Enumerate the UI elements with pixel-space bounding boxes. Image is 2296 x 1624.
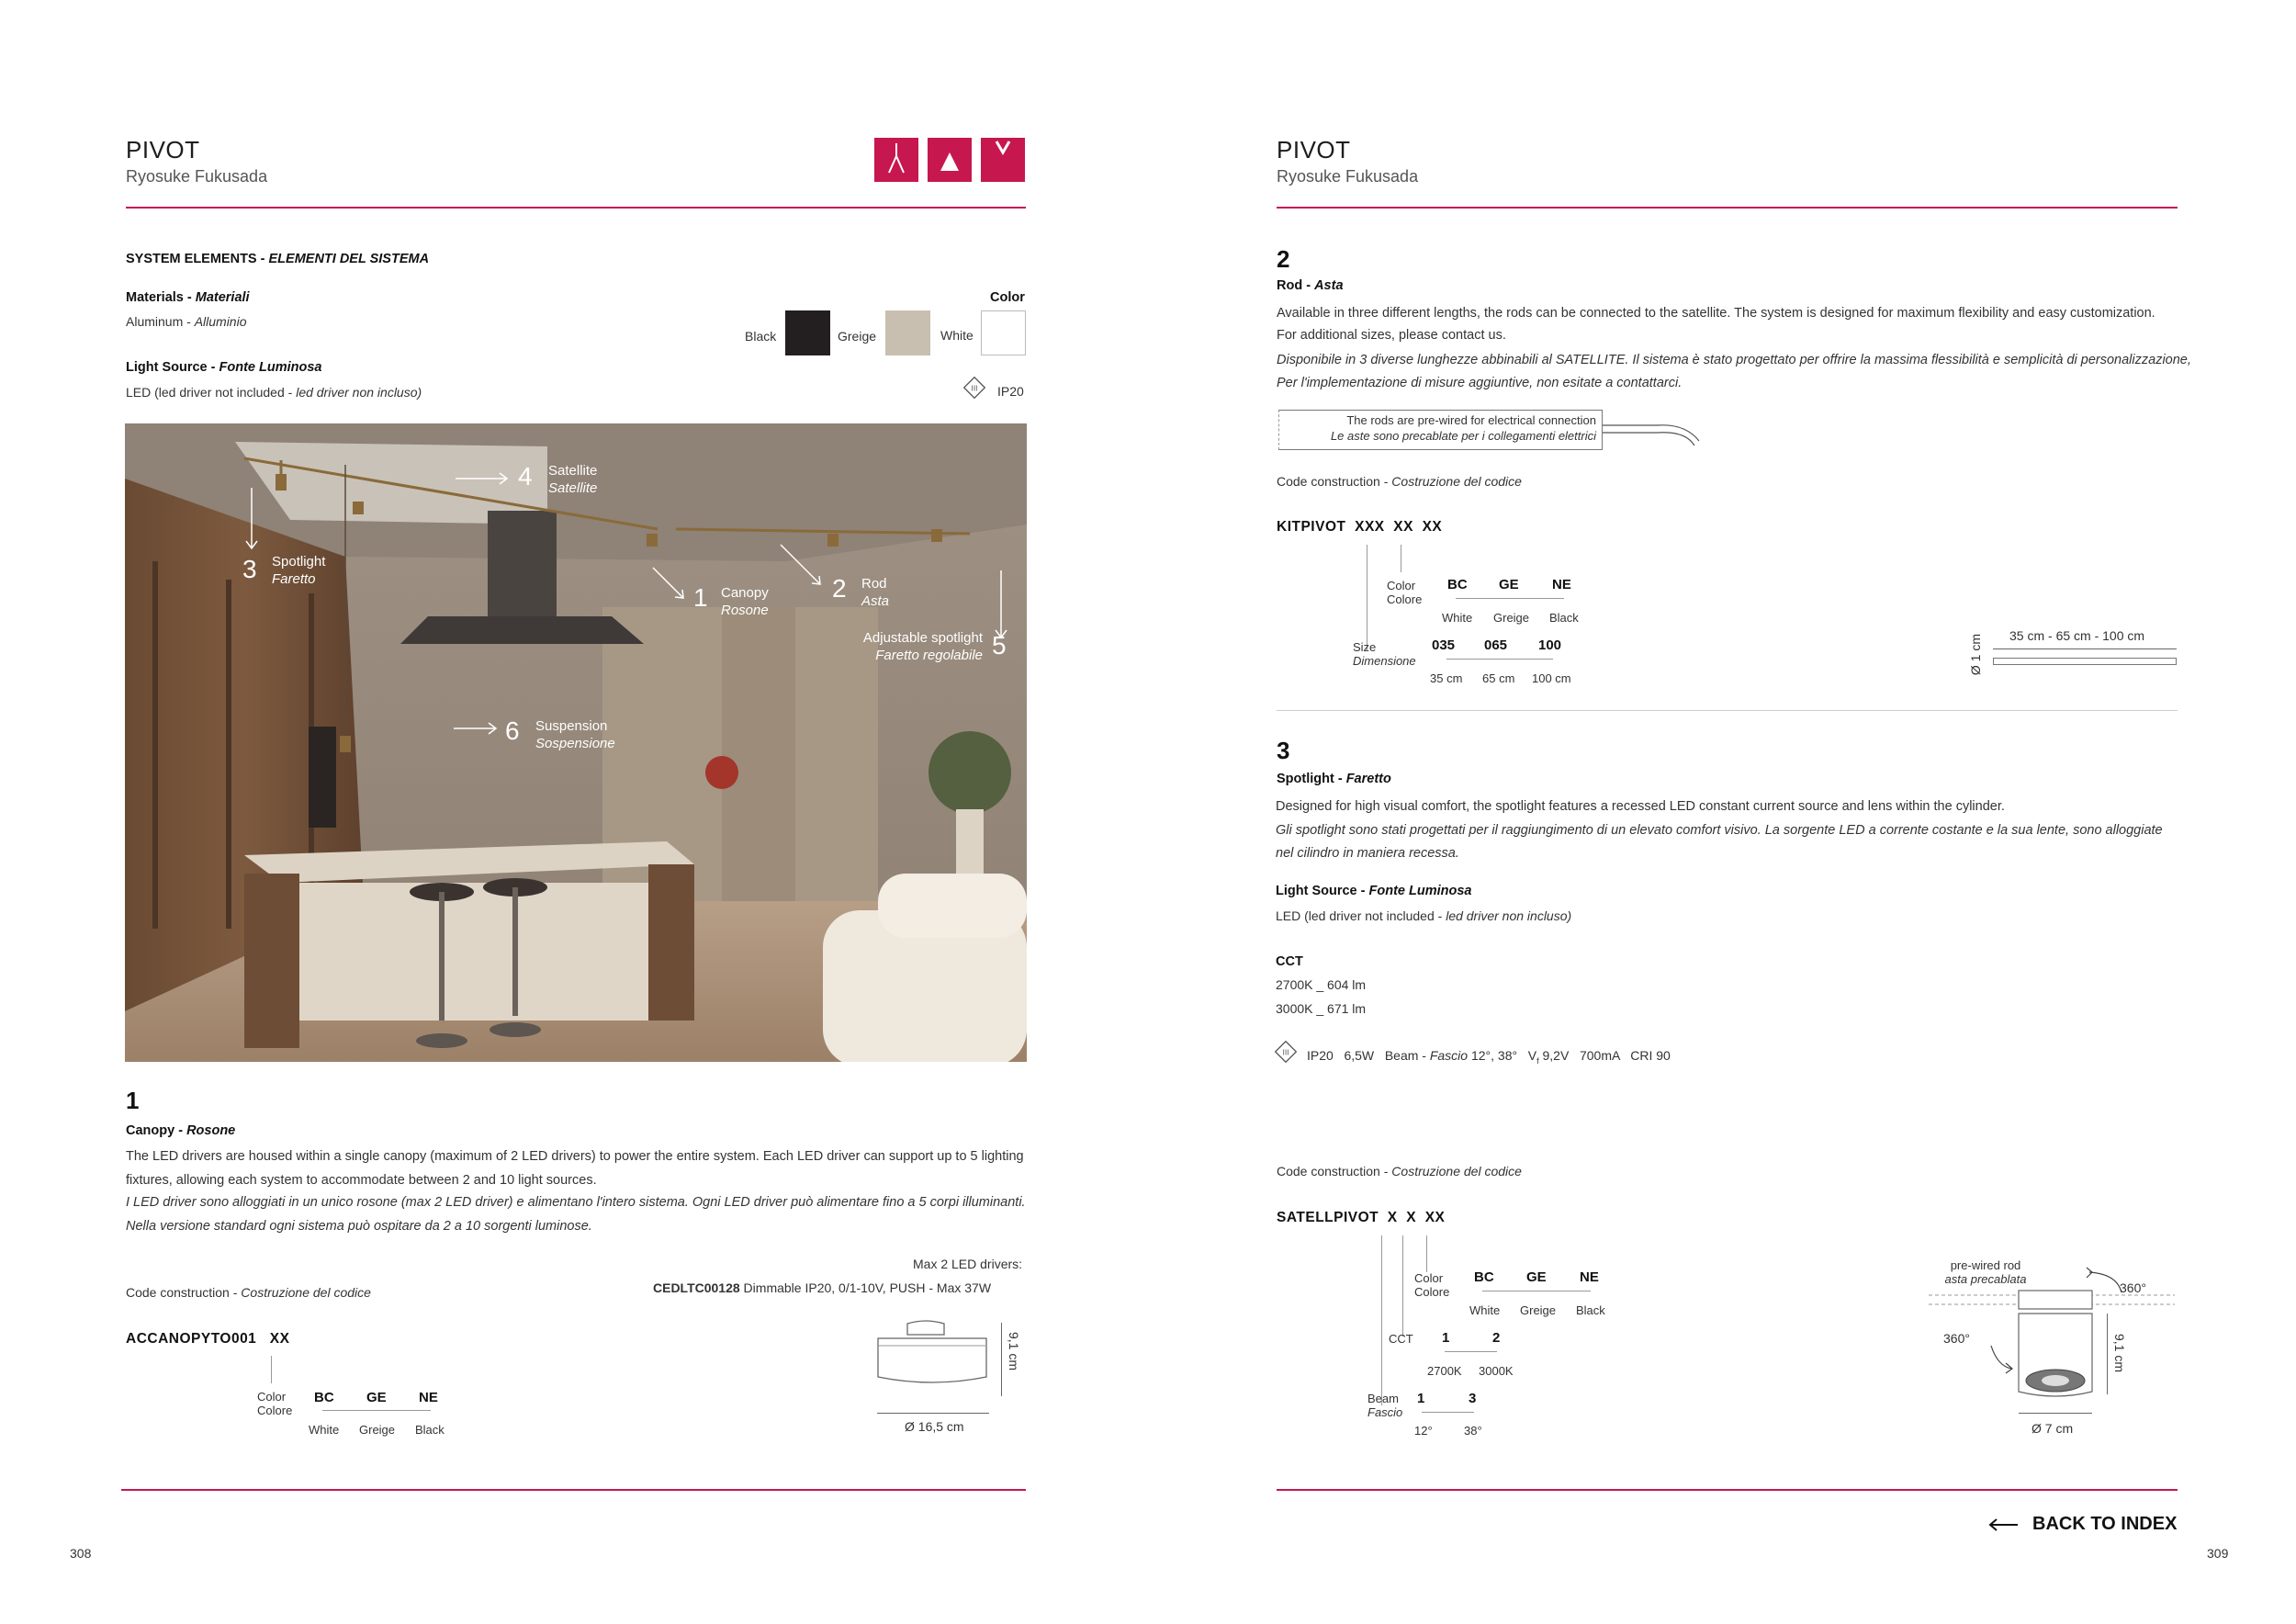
spotlight-drawing — [1929, 1263, 2186, 1428]
canopy-color-name-white: White — [309, 1423, 340, 1437]
back-to-index-label: BACK TO INDEX — [2032, 1514, 2178, 1534]
left-page-title: PIVOT — [126, 136, 200, 164]
canopy-arrow-icon — [651, 566, 688, 603]
ceiling-light-icon — [928, 138, 972, 182]
canopy-description-en: The LED drivers are housed within a single canopy (maximum of 2 LED drivers) to power the entire system. Each LED driver can support up to 5 lighting fixtures, allowing each system to accommodate between 2 and 10 light sources. — [126, 1149, 1024, 1188]
right-page-title: PIVOT — [1277, 136, 1351, 164]
rod-diameter: Ø 1 cm — [1968, 634, 1983, 676]
rod-section-divider — [1277, 710, 2178, 711]
rod-wire-icon — [1603, 418, 1704, 455]
spotlight-section-number: 3 — [1277, 737, 1290, 764]
canopy-color-code-ge: GE — [366, 1390, 387, 1405]
spotlight-color-code-ge: GE — [1526, 1269, 1547, 1285]
spotlight-cct-code-2: 2 — [1492, 1330, 1501, 1346]
rod-length-line — [1993, 648, 2177, 649]
spotlight-arrow-icon — [242, 488, 261, 552]
photo-label-2: Rod Asta — [861, 576, 890, 609]
ceiling-spot-icon — [874, 138, 918, 182]
left-header-divider — [126, 207, 1026, 209]
photo-label-4-number: 4 — [518, 462, 533, 491]
rod-size-code-065: 065 — [1484, 637, 1508, 653]
rod-prewired-it: Le aste sono precablate per i collegamenti elettrici — [1330, 429, 1596, 443]
spotlight-cct-code-label: CCT — [1389, 1332, 1413, 1346]
canopy-color-bracket — [322, 1410, 431, 1411]
rod-lengths: 35 cm - 65 cm - 100 cm — [2009, 628, 2145, 643]
canopy-color-name-black: Black — [415, 1423, 445, 1437]
spotlight-height: 9,1 cm — [2112, 1334, 2127, 1373]
color-greige-swatch — [885, 310, 930, 355]
spotlight-code-construction-label: Code construction - Costruzione del codice — [1277, 1164, 1522, 1179]
rod-description-en-1: Available in three different lengths, the rods can be connected to the satellite. The system is designed for maximum flexibility and easy customization. — [1277, 306, 2155, 321]
rod-prewired-en: The rods are pre-wired for electrical connection — [1346, 413, 1596, 427]
rod-product-code: KITPIVOT XXX XX XX — [1277, 519, 1443, 535]
rod-description-it-1: Disponibile in 3 diverse lunghezze abbinabili al SATELLITE. Il sistema è stato progettato per offrire la massima flessibilità e semplicità di personalizzazione, — [1277, 353, 2191, 367]
spotlight-class-iii-icon — [1275, 1041, 1297, 1063]
spotlight-description-it-2: nel cilindro in maniera recessa. — [1276, 846, 1459, 861]
spotlight-color-name-greige: Greige — [1520, 1303, 1557, 1317]
spotlight-cct-2700: 2700K _ 604 lm — [1276, 977, 1367, 992]
light-source-value: LED (led driver not included - led driver non incluso) — [126, 385, 422, 400]
rod-size-code-035: 035 — [1432, 637, 1456, 653]
left-footer-divider — [121, 1489, 1026, 1491]
photo-label-5-number: 5 — [992, 631, 1007, 660]
rod-color-name-black: Black — [1549, 611, 1579, 625]
canopy-color-label: Color Colore — [257, 1390, 293, 1417]
spotlight-specs: IP20 6,5W Beam - Fascio 12°, 38° $V_f$ 9,2V 700mA CRI 90 — [1307, 1048, 1671, 1066]
spotlight-cct-bracket — [1445, 1351, 1497, 1352]
class-iii-icon-text: III — [971, 384, 978, 393]
spotlight-beam-name-12: 12° — [1414, 1424, 1433, 1438]
canopy-diameter-line — [877, 1413, 989, 1414]
canopy-color-name-greige: Greige — [359, 1423, 396, 1437]
rod-color-name-greige: Greige — [1493, 611, 1530, 625]
photo-label-4: Satellite Satellite — [548, 463, 598, 496]
color-greige-label: Greige — [838, 329, 877, 344]
color-black-swatch — [785, 310, 830, 355]
spotlight-cct-connector — [1402, 1235, 1403, 1336]
rod-heading: Rod - Asta — [1277, 278, 1344, 293]
rod-arrow-icon — [779, 543, 825, 589]
spotlight-color-connector — [1426, 1235, 1427, 1272]
spotlight-beam-name-38: 38° — [1464, 1424, 1482, 1438]
spotlight-cct-code-1: 1 — [1442, 1330, 1450, 1346]
spotlight-cct-name-3000: 3000K — [1479, 1364, 1514, 1378]
photo-label-1: Canopy Rosone — [721, 585, 769, 618]
rod-color-code-bc: BC — [1447, 577, 1468, 592]
left-page-number: 308 — [70, 1546, 92, 1561]
photo-label-6-number: 6 — [505, 716, 520, 745]
light-source-heading: Light Source - Fonte Luminosa — [126, 360, 322, 375]
spotlight-class-iii-icon-text: III — [1282, 1048, 1289, 1057]
color-heading: Color — [990, 290, 1025, 305]
spotlight-color-label: Color Colore — [1414, 1271, 1450, 1299]
kitchen-photo — [125, 423, 1027, 1062]
spotlight-color-code-bc: BC — [1474, 1269, 1494, 1285]
rod-size-name-35: 35 cm — [1430, 671, 1463, 685]
rod-size-name-65: 65 cm — [1482, 671, 1515, 685]
wall-light-icon — [981, 138, 1025, 182]
canopy-height-line — [1001, 1323, 1002, 1396]
spotlight-prewired-note: pre-wired rod asta precablata — [1944, 1258, 2027, 1286]
spotlight-beam-code-1: 1 — [1417, 1391, 1425, 1406]
spotlight-cct-3000: 3000K _ 671 lm — [1276, 1001, 1367, 1016]
spotlight-description-en: Designed for high visual comfort, the spotlight features a recessed LED constant current source and lens within the cylinder. — [1276, 799, 2005, 814]
rod-size-bracket — [1446, 659, 1553, 660]
photo-label-5: Adjustable spotlight Faretto regolabile — [862, 630, 983, 663]
spotlight-product-code: SATELLPIVOT X X XX — [1277, 1210, 1446, 1225]
spotlight-beam-connector — [1381, 1235, 1382, 1405]
materials-heading: Materials - Materiali — [126, 290, 250, 305]
materials-value: Aluminum - Alluminio — [126, 314, 247, 329]
spotlight-color-name-white: White — [1469, 1303, 1501, 1317]
spotlight-rotation-b: 360° — [1943, 1331, 1970, 1346]
spotlight-diameter-line — [2019, 1413, 2092, 1414]
spotlight-cct-name-2700: 2700K — [1427, 1364, 1462, 1378]
rod-size-code-100: 100 — [1538, 637, 1562, 653]
color-white-label: White — [940, 328, 974, 343]
right-page-subtitle: Ryosuke Fukusada — [1277, 167, 1419, 186]
back-to-index-link[interactable] — [1988, 1514, 2177, 1535]
driver-spec: CEDLTC00128 Dimmable IP20, 0/1-10V, PUSH - Max 37W — [653, 1280, 992, 1295]
rod-code-construction-label: Code construction - Costruzione del codice — [1277, 474, 1522, 489]
canopy-color-code-bc: BC — [314, 1390, 334, 1405]
canopy-heading: Canopy - Rosone — [126, 1123, 236, 1138]
spotlight-heading: Spotlight - Faretto — [1277, 772, 1391, 786]
right-page-number: 309 — [2207, 1546, 2229, 1561]
suspension-arrow-icon — [454, 719, 500, 738]
class-iii-icon — [963, 377, 985, 399]
photo-label-2-number: 2 — [832, 574, 847, 603]
photo-label-3: Spotlight Faretto — [272, 554, 326, 587]
color-white-swatch — [981, 310, 1026, 355]
photo-label-1-number: 1 — [693, 583, 708, 612]
canopy-code-connector — [271, 1356, 272, 1383]
rod-color-name-white: White — [1442, 611, 1473, 625]
left-page-subtitle: Ryosuke Fukusada — [126, 167, 268, 186]
spotlight-beam-code-3: 3 — [1469, 1391, 1477, 1406]
spotlight-beam-label: Beam Fascio — [1367, 1392, 1403, 1419]
rod-description-it-2: Per l'implementazione di misure aggiuntive, non esitate a contattarci. — [1277, 376, 1683, 390]
canopy-product-code: ACCANOPYTO001 XX — [126, 1331, 290, 1347]
color-black-label: Black — [745, 329, 777, 344]
canopy-drawing — [872, 1318, 992, 1401]
canopy-height: 9,1 cm — [1007, 1332, 1021, 1371]
arrow-left-icon — [1988, 1517, 2020, 1532]
rod-size-label: Size Dimensione — [1353, 640, 1416, 668]
spotlight-light-source-value: LED (led driver not included - led driver non incluso) — [1276, 908, 1572, 923]
canopy-code-construction-label: Code construction - Costruzione del codice — [126, 1285, 371, 1300]
spotlight-light-source-heading: Light Source - Fonte Luminosa — [1276, 884, 1472, 898]
rod-color-label: Color Colore — [1387, 579, 1423, 606]
spotlight-cct-heading: CCT — [1276, 954, 1303, 969]
right-header-divider — [1277, 207, 2178, 209]
rod-color-code-ne: NE — [1552, 577, 1571, 592]
spotlight-diameter: Ø 7 cm — [2032, 1421, 2074, 1436]
spotlight-color-code-ne: NE — [1580, 1269, 1599, 1285]
canopy-description-it: I LED driver sono alloggiati in un unico rosone (max 2 LED driver) e alimentano l'intero sistema. Ogni LED driver può alimentare fino a 5 corpi illuminanti. Nella versione standard ogni sistema può ospitare da 2 a 10 sorgenti luminose. — [126, 1195, 1026, 1234]
spotlight-color-name-black: Black — [1576, 1303, 1605, 1317]
system-elements-heading: SYSTEM ELEMENTS - ELEMENTI DEL SISTEMA — [126, 252, 430, 266]
spotlight-description-it-1: Gli spotlight sono stati progettati per il raggiungimento di un elevato comfort visivo. La sorgente LED a corrente costante e la sua lente, sono alloggiate — [1276, 823, 2163, 838]
rod-description-en-2: For additional sizes, please contact us. — [1277, 328, 1506, 343]
rod-color-code-ge: GE — [1499, 577, 1519, 592]
spotlight-beam-bracket — [1422, 1412, 1474, 1413]
rod-drawing — [1993, 658, 2177, 665]
canopy-color-code-ne: NE — [419, 1390, 438, 1405]
canopy-diameter: Ø 16,5 cm — [905, 1419, 964, 1434]
ip-rating: IP20 — [997, 384, 1024, 399]
satellite-arrow-icon — [456, 469, 511, 488]
rod-color-bracket — [1456, 598, 1564, 599]
spotlight-rotation-a: 360° — [2120, 1280, 2146, 1295]
rod-size-name-100: 100 cm — [1532, 671, 1571, 685]
rod-section-number: 2 — [1277, 245, 1290, 273]
right-footer-divider — [1277, 1489, 2178, 1491]
max-drivers-label: Max 2 LED drivers: — [913, 1257, 1023, 1271]
photo-label-6: Suspension Sospensione — [535, 718, 615, 751]
canopy-section-number: 1 — [126, 1087, 140, 1114]
photo-label-3-number: 3 — [242, 555, 257, 583]
spotlight-height-line — [2107, 1314, 2108, 1394]
